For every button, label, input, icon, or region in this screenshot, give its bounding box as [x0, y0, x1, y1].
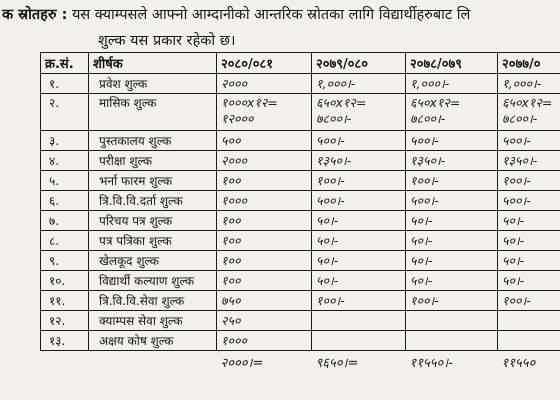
cell-2078: ५००।-	[406, 131, 498, 151]
totals-row	[41, 351, 560, 373]
total-2080: २०००।=	[220, 356, 264, 371]
total-2078: ११५५०।-	[409, 356, 453, 371]
table-row	[41, 211, 560, 231]
table-row	[41, 231, 560, 251]
cell-serial: ११.	[41, 291, 89, 311]
cell-2077: १००।-	[498, 171, 560, 191]
table-row	[41, 291, 560, 311]
cell-2080: १००	[217, 171, 312, 191]
cell-title: भर्ना फारम शुल्क	[89, 171, 217, 191]
header-title: शीर्षक	[89, 53, 217, 74]
table-row	[41, 311, 560, 331]
cell-serial: ३.	[41, 131, 89, 151]
cell-2079: १,०००।-	[312, 74, 406, 94]
cell-2078	[406, 331, 498, 351]
cell-title: अक्षय कोष शुल्क	[89, 331, 217, 351]
cell-2077: ५०।-	[498, 211, 560, 231]
cell-serial: ८.	[41, 231, 89, 251]
table-row	[41, 191, 560, 211]
cell-2077: ५०।-	[498, 271, 560, 291]
cell-serial: १३.	[41, 331, 89, 351]
cell-2080: २०००	[217, 74, 312, 94]
cell-2079: ५००।-	[312, 191, 406, 211]
cell-title: क्याम्पस सेवा शुल्क	[89, 311, 217, 331]
cell-2078: १००।-	[406, 291, 498, 311]
intro-line-1	[2, 4, 470, 24]
cell-serial: ७.	[41, 211, 89, 231]
cell-2079: ५०।-	[312, 231, 406, 251]
cell-serial: ५.	[41, 171, 89, 191]
cell-2080: १००	[217, 271, 312, 291]
table-row	[41, 74, 560, 94]
header-serial: क्र.सं.	[41, 53, 89, 74]
intro-heading: क स्रोतहरु :	[2, 7, 68, 23]
cell-title: खेलकूद शुल्क	[89, 251, 217, 271]
cell-2078: १००।-	[406, 171, 498, 191]
intro-line-2: शुल्क यस प्रकार रहेको छ।	[98, 33, 236, 49]
cell-2078	[406, 311, 498, 331]
cell-title: परिचय पत्र शुल्क	[89, 211, 217, 231]
cell-2079: १००।-	[312, 171, 406, 191]
cell-title: विद्यार्थी कल्याण शुल्क	[89, 271, 217, 291]
cell-2080: १०००	[217, 191, 312, 211]
total-2077: ११५५०	[501, 356, 536, 371]
cell-2077: ५००।-	[498, 131, 560, 151]
cell-2080: ५००	[217, 131, 312, 151]
cell-2077: ६५०x१२= ७८००।-	[498, 94, 560, 131]
cell-serial: १.	[41, 74, 89, 94]
header-year-2080: २०८०/०८१	[217, 53, 312, 74]
cell-serial: १०.	[41, 271, 89, 291]
cell-2078: ६५०x१२= ७८००।-	[406, 94, 498, 131]
cell-title: त्रि.वि.वि.दर्ता शुल्क	[89, 191, 217, 211]
cell-2079	[312, 331, 406, 351]
cell-serial: ९.	[41, 251, 89, 271]
cell-2079	[312, 311, 406, 331]
cell-2080: २०००	[217, 151, 312, 171]
cell-serial: ६.	[41, 191, 89, 211]
cell-2078: ५०।-	[406, 211, 498, 231]
cell-2078: १३५०।-	[406, 151, 498, 171]
cell-2080: १००	[217, 251, 312, 271]
cell-2078: ५०।-	[406, 251, 498, 271]
cell-2080: १००	[217, 231, 312, 251]
table-header-row	[41, 53, 560, 74]
cell-2077: ५०।-	[498, 251, 560, 271]
table-row	[41, 331, 560, 351]
cell-title: परीक्षा शुल्क	[89, 151, 217, 171]
cell-title: पत्र पत्रिका शुल्क	[89, 231, 217, 251]
cell-2079: ६५०x१२= ७८००।-	[312, 94, 406, 131]
header-year-2079: २०७९/०८०	[312, 53, 406, 74]
cell-2080: १०००	[217, 331, 312, 351]
cell-2077: ५०।-	[498, 231, 560, 251]
cell-2079: १००।-	[312, 291, 406, 311]
cell-2078: ५०।-	[406, 271, 498, 291]
table-row	[41, 271, 560, 291]
cell-2077: ५००।-	[498, 191, 560, 211]
cell-2080: ७५०	[217, 291, 312, 311]
cell-2077: १,०००।-	[498, 74, 560, 94]
cell-serial: १२.	[41, 311, 89, 331]
cell-title: मासिक शुल्क	[89, 94, 217, 131]
table-row	[41, 94, 560, 131]
cell-2079: ५०।-	[312, 271, 406, 291]
cell-2077: १३५०।-	[498, 151, 560, 171]
cell-2077	[498, 331, 560, 351]
cell-2077	[498, 311, 560, 331]
cell-2078: ५०।-	[406, 231, 498, 251]
cell-serial: २.	[41, 94, 89, 131]
table-row	[41, 171, 560, 191]
fee-table	[40, 52, 560, 372]
cell-2077: १००।-	[498, 291, 560, 311]
cell-serial: ४.	[41, 151, 89, 171]
cell-title: त्रि.वि.वि.सेवा शुल्क	[89, 291, 217, 311]
cell-2080: १०००x१२= १२०००	[217, 94, 312, 131]
cell-2080: २५०	[217, 311, 312, 331]
table-row	[41, 131, 560, 151]
header-year-2077: २०७७/०	[498, 53, 560, 74]
cell-2078: ५००।-	[406, 191, 498, 211]
header-year-2078: २०७८/०७९	[406, 53, 498, 74]
total-2079: ९६५०।=	[315, 356, 359, 371]
cell-2079: ५०।-	[312, 251, 406, 271]
cell-2079: ५०।-	[312, 211, 406, 231]
cell-title: पुस्तकालय शुल्क	[89, 131, 217, 151]
table-row	[41, 151, 560, 171]
intro-text: यस क्याम्पसले आफ्नो आम्दानीको आन्तरिक स्रोतका लागि विद्यार्थीहरुबाट लि	[71, 7, 471, 23]
table-row	[41, 251, 560, 271]
cell-2079: १३५०।-	[312, 151, 406, 171]
cell-2080: १००	[217, 211, 312, 231]
cell-2078: १,०००।-	[406, 74, 498, 94]
cell-2079: ५००।-	[312, 131, 406, 151]
cell-title: प्रवेश शुल्क	[89, 74, 217, 94]
